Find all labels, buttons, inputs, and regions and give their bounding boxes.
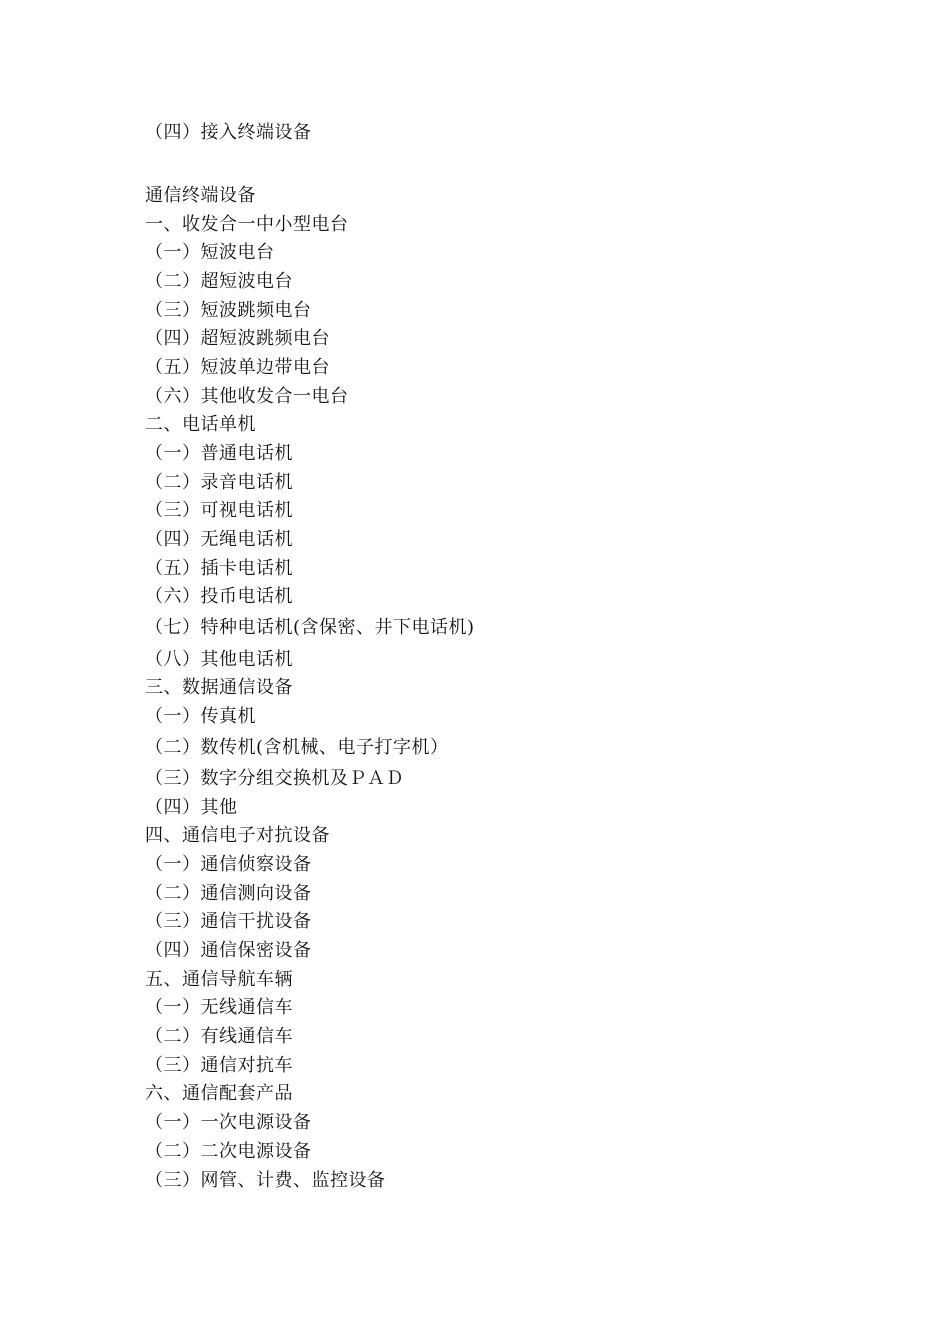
list-item: （六）其他收发合一电台 [145,386,349,407]
category-heading: 五、通信导航车辆 [145,969,293,990]
list-item: （五）插卡电话机 [145,558,293,579]
section-heading: （四）接入终端设备 [145,122,312,143]
list-item: （四）超短波跳频电台 [145,328,330,349]
list-item: （四）无绳电话机 [145,529,293,550]
list-item: （二）二次电源设备 [145,1141,312,1162]
list-item: （一）传真机 [145,706,256,727]
list-item: （二）录音电话机 [145,472,293,493]
list-item: （六）投币电话机 [145,586,293,607]
category-heading: 四、通信电子对抗设备 [145,825,330,846]
list-item: （四）通信保密设备 [145,940,312,961]
list-item: （一）普通电话机 [145,443,293,464]
list-item: （一）无线通信车 [145,997,293,1018]
list-item: （三）数字分组交换机及ＰＡＤ [145,768,404,789]
list-item: （一）短波电台 [145,242,275,263]
list-title: 通信终端设备 [145,185,256,206]
list-item: （二）通信测向设备 [145,883,312,904]
list-item: （二）超短波电台 [145,271,293,292]
category-heading: 三、数据通信设备 [145,677,293,698]
list-item: （八）其他电话机 [145,649,293,670]
list-item: （二）有线通信车 [145,1026,293,1047]
category-heading: 一、收发合一中小型电台 [145,214,349,235]
list-item: （三）可视电话机 [145,500,293,521]
list-item: （三）通信对抗车 [145,1055,293,1076]
list-item: （一）通信侦察设备 [145,854,312,875]
list-item: （七）特种电话机(含保密、井下电话机) [145,617,475,638]
list-item: （三）短波跳频电台 [145,300,312,321]
list-item: （三）通信干扰设备 [145,911,312,932]
category-heading: 二、电话单机 [145,414,256,435]
list-item: （四）其他 [145,797,238,818]
list-item: （五）短波单边带电台 [145,357,330,378]
list-item: （二）数传机(含机械、电子打字机） [145,737,449,758]
category-heading: 六、通信配套产品 [145,1083,293,1104]
list-item: （三）网管、计费、监控设备 [145,1170,386,1191]
list-item: （一）一次电源设备 [145,1112,312,1133]
